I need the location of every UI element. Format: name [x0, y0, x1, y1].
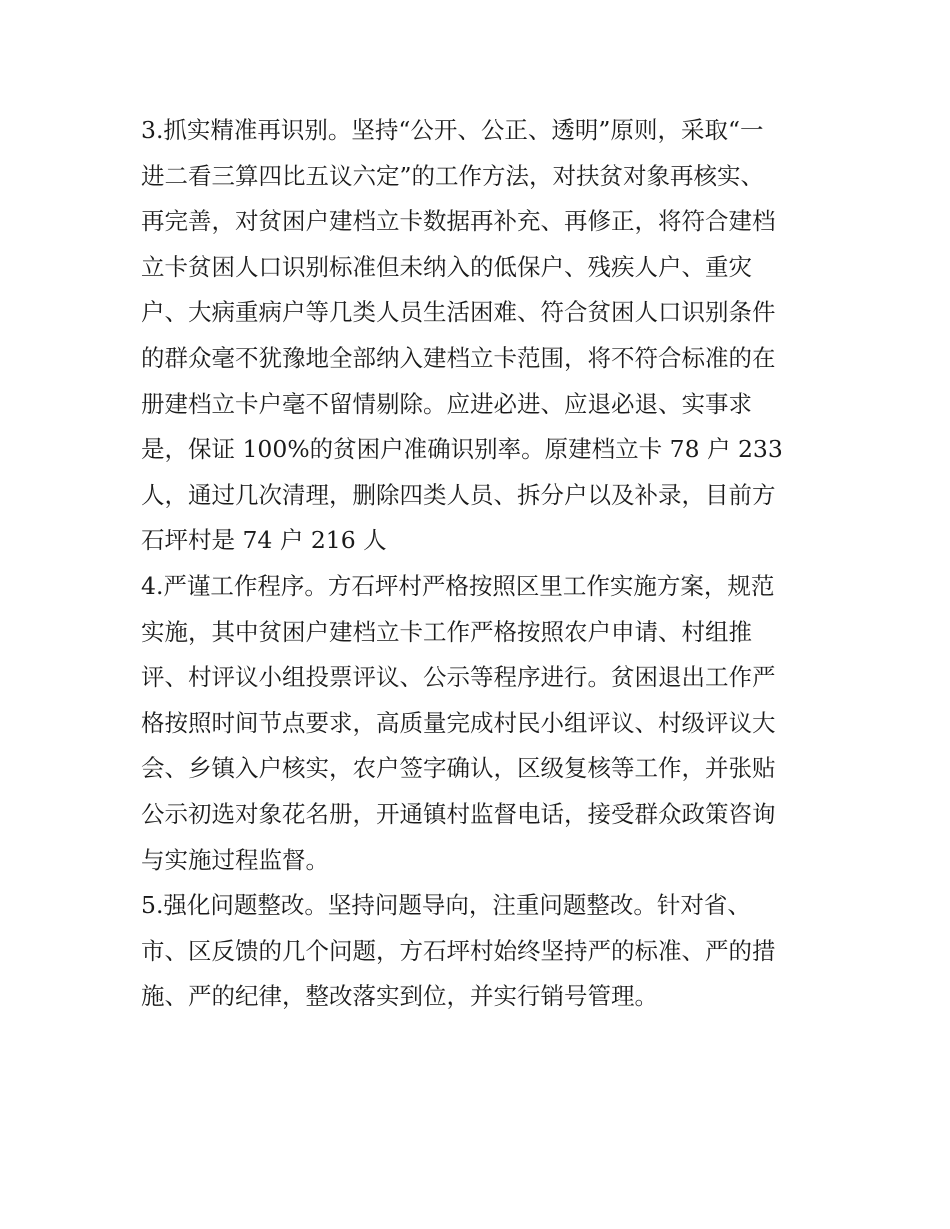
text-line: 户、大病重病户等几类人员生活困难、符合贫困人口识别条件: [141, 298, 776, 327]
text-line: 格按照时间节点要求，高质量完成村民小组评议、村级评议大: [141, 708, 776, 737]
text-line: 评、村评议小组投票评议、公示等程序进行。贫困退出工作严: [141, 663, 776, 692]
text-line: 公示初选对象花名册，开通镇村监督电话，接受群众政策咨询: [141, 799, 776, 828]
document-body: [141, 108, 813, 1020]
text-line: 是，保证 100%的贫困户准确识别率。原建档立卡 78 户 233: [141, 435, 783, 464]
paragraph-procedures: [141, 564, 813, 883]
paragraph-identification: [141, 108, 813, 564]
text-line: 立卡贫困人口识别标准但未纳入的低保户、残疾人户、重灾: [141, 252, 752, 281]
paragraph-rectification: [141, 883, 813, 1020]
text-line: 的群众毫不犹豫地全部纳入建档立卡范围，将不符合标准的在: [141, 343, 776, 372]
text-line: 与实施过程监督。: [141, 845, 329, 874]
text-line: 市、区反馈的几个问题，方石坪村始终坚持严的标准、严的措: [141, 936, 776, 965]
text-line: 人，通过几次清理，删除四类人员、拆分户以及补录，目前方: [141, 480, 776, 509]
text-line: 会、乡镇入户核实，农户签字确认，区级复核等工作，并张贴: [141, 754, 776, 783]
text-line: 施、严的纪律，整改落实到位，并实行销号管理。: [141, 982, 658, 1011]
text-line: 3.抓实精准再识别。坚持“公开、公正、透明”原则，采取“一: [141, 116, 764, 144]
text-line: 5.强化问题整改。坚持问题导向，注重问题整改。针对省、: [141, 891, 751, 920]
text-line: 4.严谨工作程序。方石坪村严格按照区里工作实施方案，规范: [141, 571, 775, 600]
text-line: 册建档立卡户毫不留情剔除。应进必进、应退必退、实事求: [141, 389, 752, 418]
text-line: 进二看三算四比五议六定”的工作方法，对扶贫对象再核实、: [141, 161, 765, 190]
text-line: 实施，其中贫困户建档立卡工作严格按照农户申请、村组推: [141, 617, 752, 646]
text-line: 再完善，对贫困户建档立卡数据再补充、再修正，将符合建档: [141, 207, 776, 236]
text-line: 石坪村是 74 户 216 人: [141, 526, 387, 555]
